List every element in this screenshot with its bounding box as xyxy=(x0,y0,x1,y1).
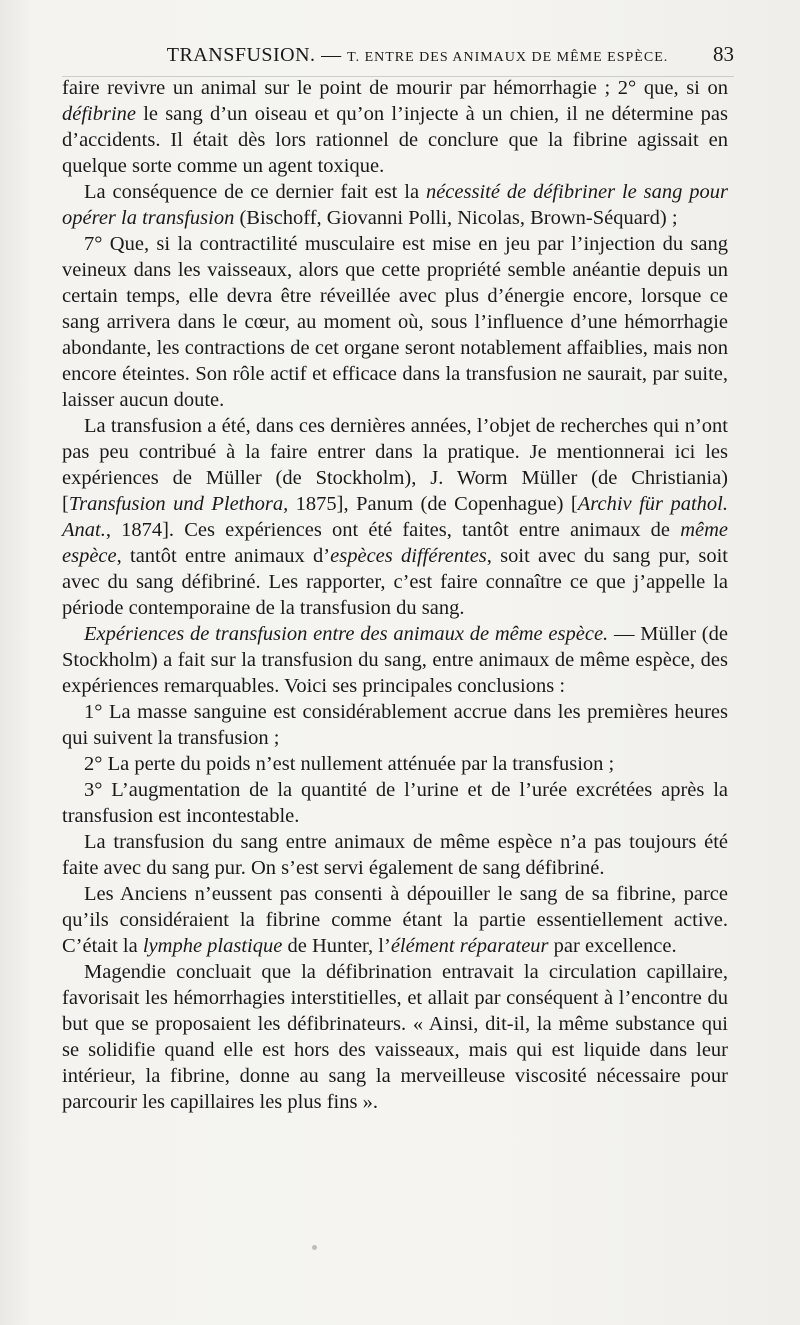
text-run: , 1874]. Ces expériences ont été faites, tantôt entre animaux de xyxy=(105,519,681,541)
text-run: La transfusion a été, dans ces dernières années, l’objet de recherches qui n’ont pas peu contribué à la faire entrer dans la pratique. Je mentionnerai ici les expériences de Müller (de Stockholm), J. Worm Müller (de Christiania) [ xyxy=(62,415,728,515)
paragraph xyxy=(62,179,728,231)
paragraph xyxy=(62,699,728,751)
italic-run: défibrine xyxy=(62,103,137,125)
text-run: par excellence. xyxy=(548,935,677,957)
italic-run: espèces différentes xyxy=(330,545,487,567)
page-mark xyxy=(312,1245,317,1250)
text-run: (Bischoff, Giovanni Polli, Nicolas, Brown-Séquard) ; xyxy=(234,207,678,229)
text-run: La conséquence de ce dernier fait est la xyxy=(84,181,426,203)
paragraph xyxy=(62,231,728,413)
paragraph xyxy=(62,829,728,881)
paragraph xyxy=(62,413,728,621)
header-title: TRANSFUSION. xyxy=(166,44,316,66)
body-text xyxy=(62,75,728,1115)
text-run: , soit avec du sang pur, soit avec du sang défibriné. Les rapporter, c’est faire connaître ce que j’appelle la période contemporaine de la transfusion du sang. xyxy=(62,545,728,619)
italic-run: élément réparateur xyxy=(390,935,549,957)
paragraph xyxy=(62,751,728,777)
header-subtitle: T. ENTRE DES ANIMAUX DE MÊME ESPÈCE. xyxy=(347,50,669,65)
italic-run: Expériences de transfusion entre des animaux de même espèce. xyxy=(84,623,609,645)
italic-run: nécessité de défibriner le sang pour opérer la transfusion xyxy=(62,181,728,229)
italic-run: lymphe plastique xyxy=(142,935,283,957)
text-run: Magendie concluait que la défibrination entravait la circulation capillaire, favorisait les hémorrhagies interstitielles, et allait par conséquent à l’encontre du but que se proposaient les défibrinateurs. « Ainsi, dit-il, la même substance qui se solidifie quand elle est hors des vaisseaux, mais qui est liquide dans leur intérieur, la fibrine, donne au sang la merveilleuse viscosité nécessaire pour parcourir les capillaires les plus fins ». xyxy=(62,961,728,1113)
text-run: , tantôt entre animaux d’ xyxy=(116,545,331,567)
text-run: La transfusion du sang entre animaux de même espèce n’a pas toujours été faite avec du sang pur. On s’est servi également de sang défibriné. xyxy=(62,831,728,879)
italic-run: Transfusion und Plethora, xyxy=(68,493,289,515)
paragraph xyxy=(62,75,728,179)
italic-run: Archiv für pathol. Anat. xyxy=(62,493,728,541)
paragraph xyxy=(62,777,728,829)
paragraph xyxy=(62,959,728,1115)
text-run: — Müller (de Stockholm) a fait sur la transfusion du sang, entre animaux de même espèce, des expériences remarquables. Voici ses principales conclusions : xyxy=(62,623,728,697)
page-number: 83 xyxy=(713,42,734,66)
text-run: 7° Que, si la contractilité musculaire est mise en jeu par l’injection du sang veineux dans les vaisseaux, alors que cette propriété semble anéantie depuis un certain temps, elle devra être réveillée avec plus d’énergie encore, lorsque ce sang arrivera dans le cœur, au moment où, sous l’influence d’une hémorrhagie abondante, les contractions de cet organe seront notablement affaiblies, mais non encore éteintes. Son rôle actif et efficace dans la transfusion ne saurait, par suite, laisser aucun doute. xyxy=(62,233,728,411)
running-title xyxy=(62,44,713,67)
paragraph xyxy=(62,881,728,959)
text-run: le sang d’un oiseau et qu’on l’injecte à un chien, il ne détermine pas d’accidents. Il était dès lors rationnel de conclure que la fibrine agissait en quelque sorte comme un agent toxique. xyxy=(62,103,728,177)
running-header xyxy=(62,42,734,77)
italic-run: même espèce xyxy=(62,519,728,567)
text-run: 3° L’augmentation de la quantité de l’urine et de l’urée excrétées après la transfusion est incontestable. xyxy=(62,779,728,827)
header-dash: — xyxy=(321,44,342,66)
text-run: de Hunter, l’ xyxy=(282,935,391,957)
text-run: 1875], Panum (de Copenhague) [ xyxy=(288,493,578,515)
text-run: 1° La masse sanguine est considérablement accrue dans les premières heures qui suivent la transfusion ; xyxy=(62,701,728,749)
text-run: 2° La perte du poids n’est nullement atténuée par la transfusion ; xyxy=(84,753,615,775)
text-run: faire revivre un animal sur le point de mourir par hémorrhagie ; 2° que, si on xyxy=(62,77,728,99)
paragraph xyxy=(62,621,728,699)
text-run: Les Anciens n’eussent pas consenti à dépouiller le sang de sa fibrine, parce qu’ils considéraient la fibrine comme étant la partie essentiellement active. C’était la xyxy=(62,883,728,957)
